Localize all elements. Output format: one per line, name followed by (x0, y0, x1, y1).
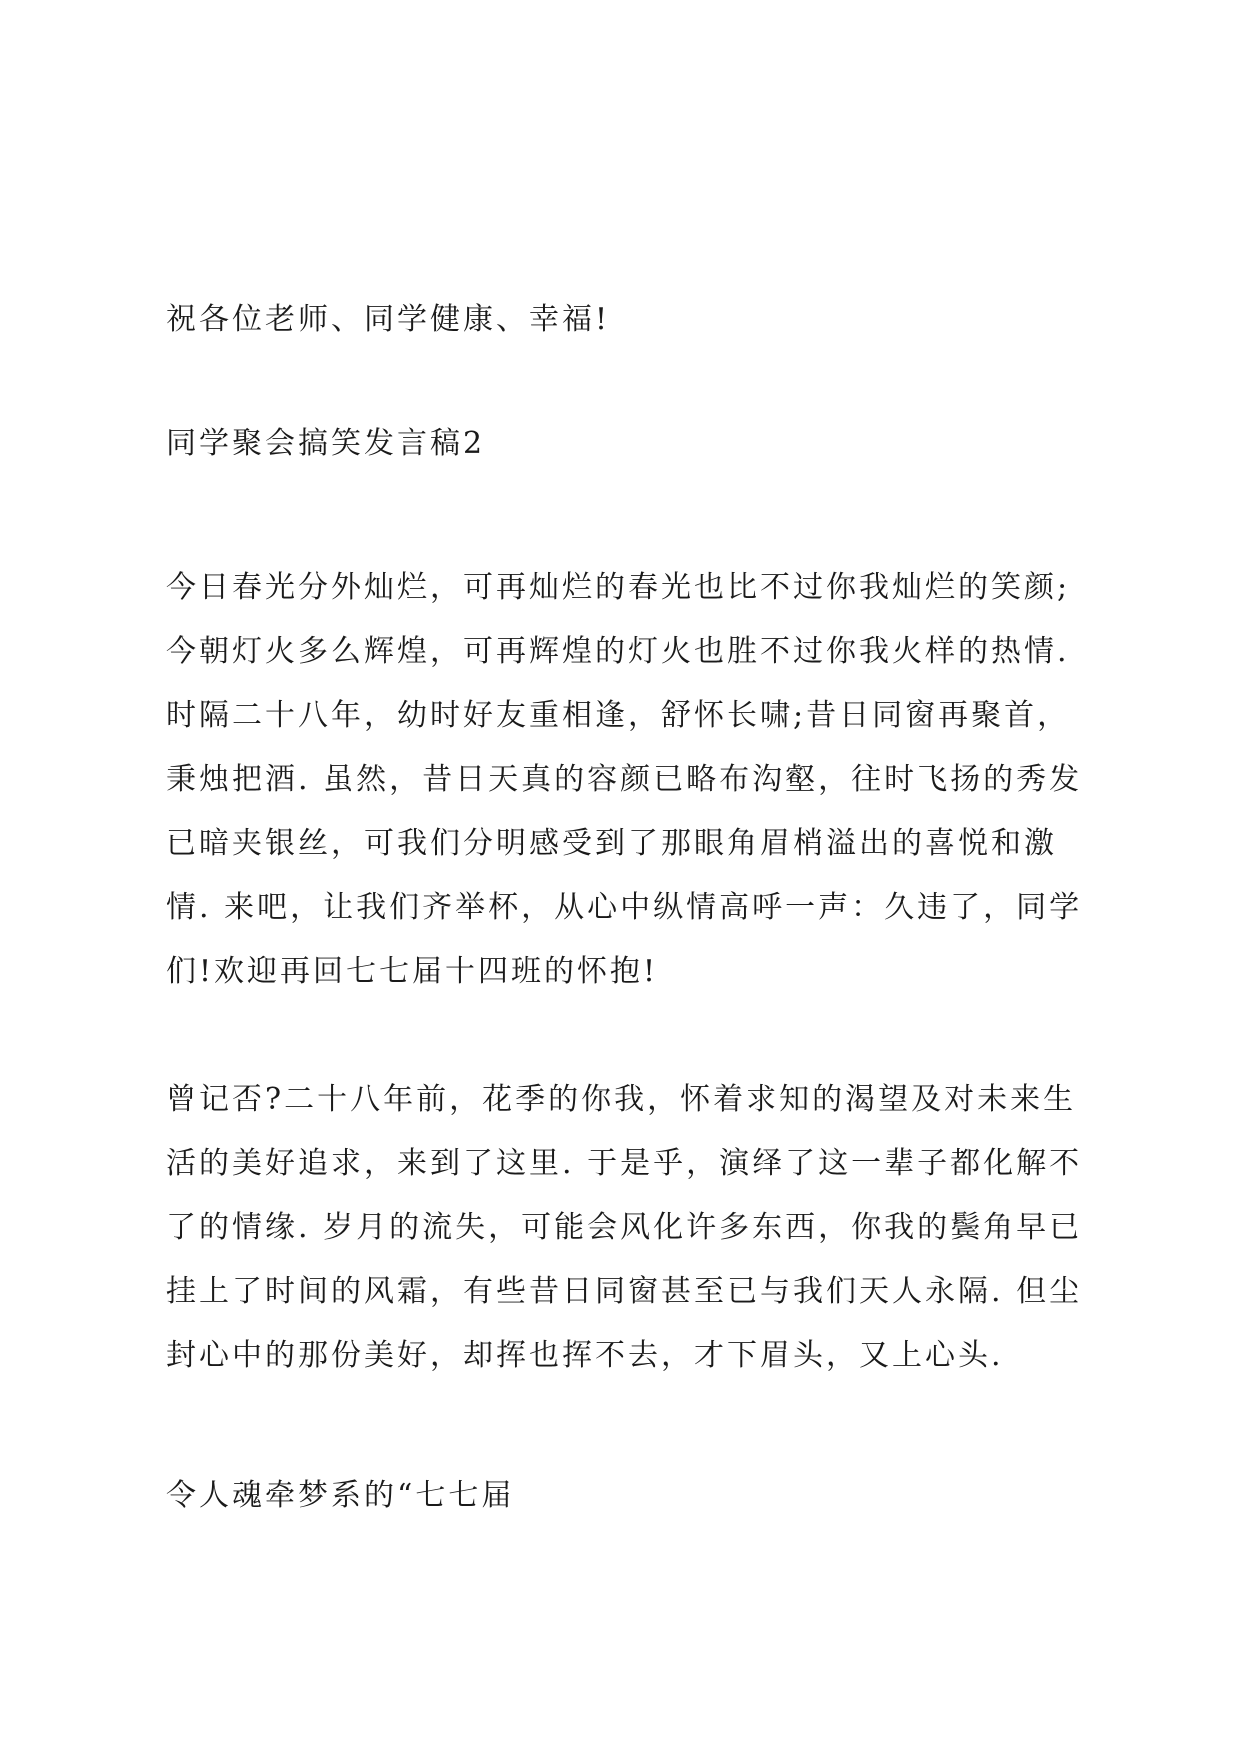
text-line: 封心中的那份美好，却挥也挥不去，才下眉头，又上心头. (166, 1338, 1004, 1373)
text-line: 活的美好追求，来到了这里. 于是乎，演绎了这一辈子都化解不 (166, 1146, 1083, 1181)
paragraph-1 (166, 556, 1096, 1004)
text-line: 了的情缘. 岁月的流失，可能会风化许多东西，你我的鬓角早已 (166, 1210, 1083, 1245)
text-line: 令人魂牵梦系的“七七届 (166, 1478, 515, 1513)
text-line: 情. 来吧，让我们齐举杯，从心中纵情高呼一声：久违了，同学 (166, 890, 1083, 925)
blessing-line (166, 288, 1096, 352)
heading-text: 同学聚会搞笑发言稿2 (166, 426, 486, 461)
text-line: 秉烛把酒. 虽然，昔日天真的容颜已略布沟壑，往时飞扬的秀发 (166, 762, 1083, 797)
text-line: 时隔二十八年，幼时好友重相逢，舒怀长啸;昔日同窗再聚首， (166, 698, 1071, 733)
text-line: 挂上了时间的风霜，有些昔日同窗甚至已与我们天人永隔. 但尘 (166, 1274, 1083, 1309)
paragraph-3 (166, 1464, 1096, 1528)
speech-heading (166, 412, 1096, 476)
text-line: 们!欢迎再回七七届十四班的怀抱! (166, 954, 659, 989)
text-line: 今朝灯火多么辉煌，可再辉煌的灯火也胜不过你我火样的热情. (166, 634, 1070, 669)
text-line: 已暗夹银丝，可我们分明感受到了那眼角眉梢溢出的喜悦和激 (166, 826, 1057, 861)
text-line: 今日春光分外灿烂，可再灿烂的春光也比不过你我灿烂的笑颜; (166, 570, 1071, 605)
text-line: 祝各位老师、同学健康、幸福! (166, 302, 611, 337)
text-line: 曾记否?二十八年前，花季的你我，怀着求知的渴望及对未来生 (166, 1082, 1077, 1117)
paragraph-2 (166, 1068, 1096, 1388)
